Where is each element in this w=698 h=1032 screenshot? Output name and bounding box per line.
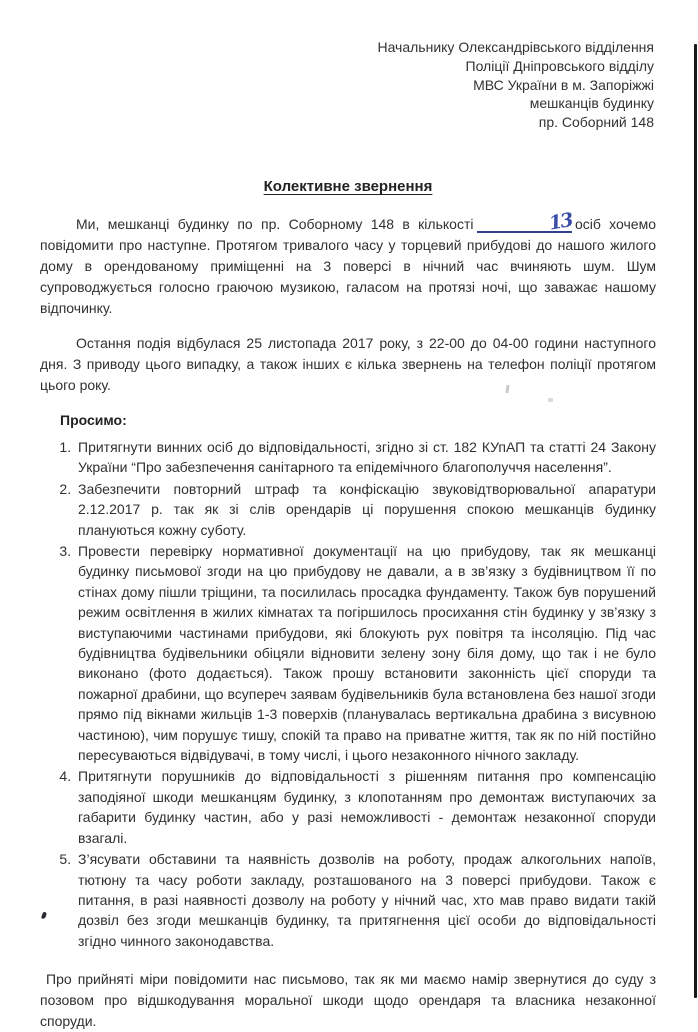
- demands-list: [40, 437, 656, 951]
- recipient-block: [40, 38, 656, 132]
- handwritten-resident-count: 13: [547, 209, 574, 235]
- recipient-line: мешканців будинку: [529, 95, 654, 112]
- scanned-letter-page: [0, 38, 698, 1030]
- intro-text-before: Ми, мешканці будинку по пр. Соборному 148 в кількості: [76, 215, 474, 232]
- request-label: Просимо:: [60, 411, 127, 428]
- scan-smudge-artifact: [548, 398, 553, 402]
- recipient-line: Поліції Дніпровського відділу: [465, 57, 654, 74]
- letter-title: [40, 178, 656, 195]
- demand-item-5: 5. З’ясувати обставини та наявність дозволів на роботу, продаж алкогольних напоїв, тютюну та часу роботи закладу, розташованого на 3 поверсі прибудови. Також є питання, в разі наявності дозволу на роботу у нічний час, хто мав право видати такій дозвіл без згоди мешканців будинку, та притягнення цієї особи до відповідальності згідно чинного законодавства.: [75, 849, 656, 951]
- paragraph-incident: Остання подія відбулася 25 листопада 2017 року, з 22-00 до 04-00 години наступного дня. З приводу цього випадку, а також інших є кілька звернень на телефон поліції протягом цього року.: [40, 334, 656, 393]
- recipient-line: МВС України в м. Запоріжжі: [473, 76, 654, 93]
- intro-text-after: осіб хочемо повідомити про наступне. Протягом тривалого часу у торцевий прибудові до нашого жилого дому в орендованому приміщенні на 3 поверсі в нічний час вчиняють шум. Шум супроводжується голосно граючою музикою, галасом на протязі ночі, що заважає нашому відпочинку.: [40, 215, 656, 316]
- demand-item-4: 4. Притягнути порушників до відповідальності з рішенням питання про компенсацію заподіяної шкоди мешканцям будинку, з клопотанням про демонтаж виступаючих за габарити будинку частин, або у разі неможливості - демонтаж незаконної споруди взагалі.: [75, 766, 656, 848]
- handwritten-underline: [477, 209, 574, 235]
- demand-item-2: 2. Забезпечити повторний штраф та конфіскацію звуковідтворювальної апаратури 2.12.2017 р. так як зі слів орендарів ці порушення спокою мешканців будинку плануються кожну суботу.: [75, 479, 656, 540]
- demand-item-3: 3. Провести перевірку нормативної документації на цю прибудову, так як мешканці будинку письмової згоди на цю прибудову не давали, а в зв’язку з будівництвом її по стінах дому пішли тріщини, та посилилась просадка фундаменту. Також був порушений режим освітлення в жилих кімнатах та погіршилось просихання стін будинку у зв’язку з виступаючими частинами прибудови, які блокують рух повітря та інсоляцію. Під час будівництва будівельники обіцяли відновити зелену зону біля дому, що так і не було виконано (фото додається). Також прошу встановити законність цієї споруди та пожарної драбини, що всупереч заявам будівельників була встановлена без нашої згоди прямо під вікнами жильців 1-3 поверхів (планувалась вертикальна драбина з висувною частиною), чим порушує тишу, спокій та право на приватне життя, так як по ній постійно пересуваються відвідувачі, в тому числі, і цього незаконного нічного закладу.: [75, 541, 656, 765]
- demand-item-1: 1. Притягнути винних осіб до відповідальності, згідно зі ст. 182 КУпАП та статті 24 Закону України “Про забезпечення санітарного та епідемічного благополуччя населення”.: [75, 437, 656, 478]
- recipient-line: пр. Соборний 148: [538, 114, 654, 131]
- recipient-line: Начальнику Олександрівського відділення: [377, 39, 654, 55]
- paragraph-intro: [40, 209, 656, 319]
- letter-title-text: Колективне звернення: [263, 177, 433, 195]
- letter-content: [0, 38, 698, 1032]
- paragraph-closing: Про прийняті міри повідомити нас письмово, так як ми маємо намір звернутися до суду з позовом про відшкодування моральної шкоди щодо орендаря та власника незаконної споруди.: [40, 971, 656, 1030]
